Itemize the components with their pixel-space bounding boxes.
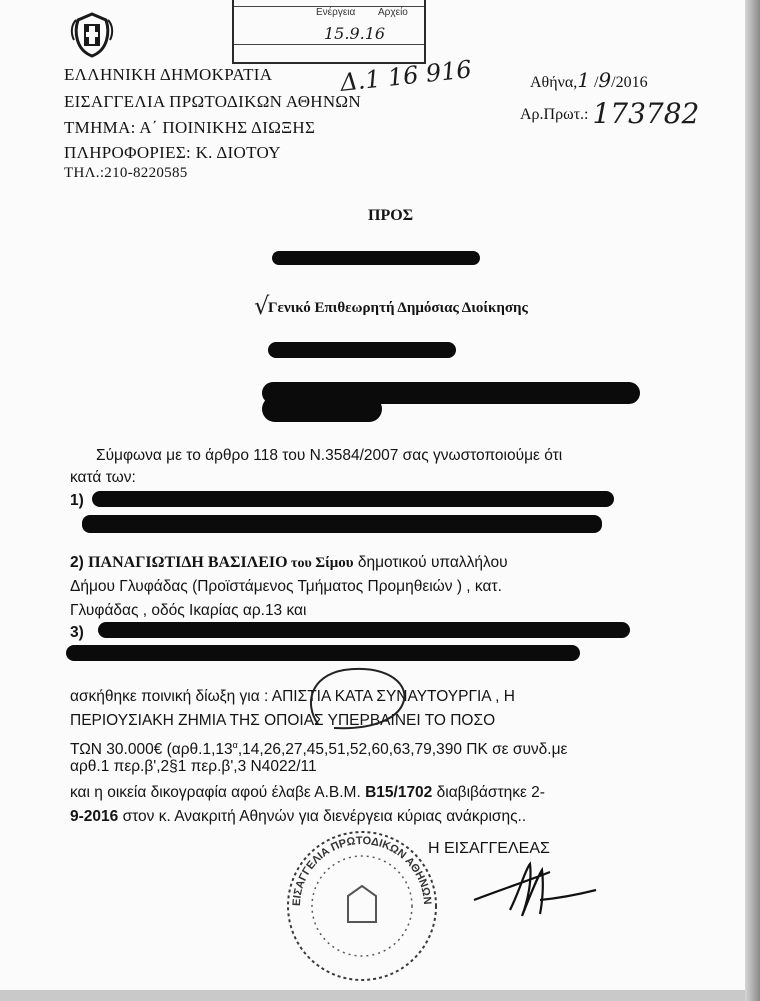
date-year: /2016 xyxy=(611,74,648,91)
protocol-line xyxy=(520,97,699,130)
charge-articles-start: ΤΩΝ 30.000€ (αρθ.1,13 xyxy=(70,741,233,759)
stamp-col-action: Ενέργεια xyxy=(316,7,356,18)
closing-text-2: στον κ. Ανακριτή Αθηνών για διενέργεια κύριας ανάκρισης.. xyxy=(118,808,527,825)
protocol-number: 173782 xyxy=(592,97,700,130)
item-1-number: 1) xyxy=(70,492,84,509)
seal-text: ΕΙΣΑΓΓΕΛΙΑ ΠΡΩΤΟΔΙΚΩΝ ΑΘΗΝΩΝ xyxy=(290,834,434,907)
handwritten-circle xyxy=(304,664,412,736)
date-prefix: Αθήνα, xyxy=(530,74,578,91)
closing-case-number: Β15/1702 xyxy=(365,784,433,801)
item-2-role: δημοτικού υπαλλήλου xyxy=(353,554,508,571)
body-intro: Σύμφωνα με το άρθρο 118 του Ν.3584/2007 σας γνωστοποιούμε ότι xyxy=(96,447,563,464)
page-edge-shadow xyxy=(745,0,760,1001)
header-department: ΤΜΗΜΑ: Α΄ ΠΟΙΝΙΚΗΣ ΔΙΩΞΗΣ xyxy=(64,118,316,137)
page-bottom-edge xyxy=(0,990,745,1001)
redaction-bar xyxy=(92,491,614,507)
official-seal xyxy=(282,826,442,986)
closing-date: 9-2016 xyxy=(70,808,119,825)
item-2-line-3: Γλυφάδας , οδός Ικαρίας αρ.13 και xyxy=(70,602,307,619)
item-2-father: Σίμου xyxy=(315,555,354,571)
header-office: ΕΙΣΑΓΓΕΛΙΑ ΠΡΩΤΟΔΙΚΩΝ ΑΘΗΝΩΝ xyxy=(64,92,361,111)
closing-text-1: και η οικεία δικογραφία αφού έλαβε Α.Β.Μ. xyxy=(70,784,366,801)
redaction-bar xyxy=(262,396,382,422)
closing-line-1 xyxy=(70,782,545,804)
charge-line-2: ΠΕΡΙΟΥΣΙΑΚΗ ΖΗΜΙΑ ΤΗΣ ΟΠΟΙΑΣ ΥΠΕΡΒΑΙΝΕΙ ΤΟ ΠΟΣΟ xyxy=(70,712,496,729)
recipient-inspector: Γενικό Επιθεωρητή Δημόσιας Διοίκησης xyxy=(268,300,528,316)
stamp-handwritten-date: 15.9.16 xyxy=(324,24,386,43)
protocol-label: Αρ.Πρωτ.: xyxy=(520,106,589,123)
charge-line-4: αρθ.1 περ.β',2§1 περ.β',3 Ν4022/11 xyxy=(70,758,317,775)
handwritten-note: Δ.1 16 916 xyxy=(338,55,473,97)
registry-stamp-box xyxy=(232,0,426,64)
date-month: 9 xyxy=(598,68,612,92)
greek-emblem-icon xyxy=(68,10,116,60)
item-3-number: 3) xyxy=(70,624,84,641)
item-2-line-1 xyxy=(70,552,508,575)
to-label: ΠΡΟΣ xyxy=(368,207,414,224)
svg-text:ΕΙΣΑΓΓΕΛΙΑ ΠΡΩΤΟΔΙΚΩΝ ΑΘΗΝΩΝ xyxy=(291,835,433,906)
charge-superscript: α xyxy=(232,740,238,750)
redaction-bar xyxy=(66,645,580,661)
date-line: Αθήνα,1 /9/2016 xyxy=(530,68,648,92)
date-day: 1 xyxy=(577,68,590,92)
redaction-bar xyxy=(98,622,630,638)
redaction-bar xyxy=(268,342,456,358)
signature-title: Η ΕΙΣΑΓΓΕΛΕΑΣ xyxy=(428,840,550,857)
closing-text-1b: διαβιβάστηκε 2- xyxy=(432,784,545,801)
body-intro-2: κατά των: xyxy=(70,469,136,486)
item-2-name: ΠΑΝΑΓΙΩΤΙΔΗ ΒΑΣΙΛΕΙΟ xyxy=(88,554,288,571)
stamp-col-archive: Αρχείο xyxy=(378,7,408,18)
charge-line-1: ασκήθηκε ποινική δίωξη για : ΑΠΙΣΤΙΑ ΚΑΤΑ ΣΥΝΑΥΤΟΥΡΓΙΑ , Η xyxy=(70,688,515,705)
header-phone: ΤΗΛ.:210-8220585 xyxy=(64,165,188,181)
check-mark: √ xyxy=(254,292,270,320)
item-2-line-2: Δήμου Γλυφάδας (Προϊστάμενος Τμήματος Προμηθειών ) , κατ. xyxy=(70,578,502,595)
item-2-number: 2) xyxy=(70,554,84,571)
charge-articles-rest: ,14,26,27,45,51,52,60,63,79,390 ΠΚ σε συνδ.με xyxy=(237,741,568,759)
item-2-tou: του xyxy=(287,556,316,571)
signature-scribble xyxy=(470,860,600,920)
redaction-bar xyxy=(272,251,480,265)
redaction-bar xyxy=(82,515,602,533)
header-info: ΠΛΗΡΟΦΟΡΙΕΣ: Κ. ΔΙΟΤΟΥ xyxy=(64,143,281,162)
closing-line-2 xyxy=(70,806,526,828)
header-state: ΕΛΛΗΝΙΚΗ ΔΗΜΟΚΡΑΤΙΑ xyxy=(64,65,273,84)
